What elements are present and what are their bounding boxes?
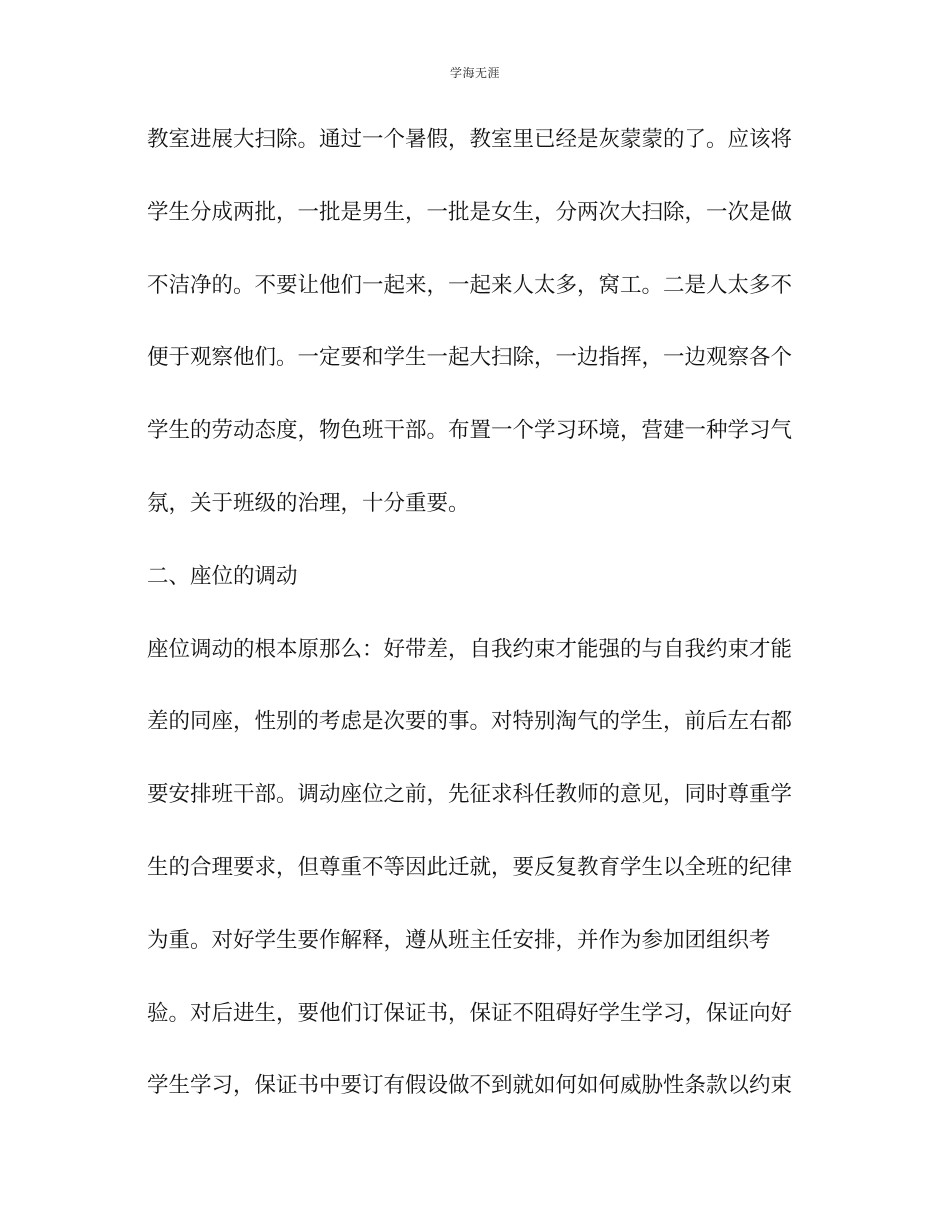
paragraph-line: 便于观察他们。一定要和学生一起大扫除，一边指挥，一边观察各个 xyxy=(147,345,793,371)
body-text xyxy=(147,120,807,1139)
paragraph-line: 生的合理要求，但尊重不等因此迁就，要反复教育学生以全班的纪律 xyxy=(147,854,793,880)
paragraph-line: 学生学习，保证书中要订有假设做不到就如何如何威胁性条款以约束 xyxy=(147,1073,793,1099)
paragraph-line: 差的同座，性别的考虑是次要的事。对特别淘气的学生，前后左右都 xyxy=(147,709,793,735)
section-heading: 二、座位的调动 xyxy=(147,563,298,589)
paragraph-line: 座位调动的根本原那么：好带差，自我约束才能强的与自我约束才能 xyxy=(147,636,793,662)
paragraph-line: 为重。对好学生要作解释，遵从班主任安排，并作为参加团组织考 xyxy=(147,927,771,953)
paragraph-line: 学生分成两批，一批是男生，一批是女生，分两次大扫除，一次是做 xyxy=(147,199,793,225)
paragraph-line: 验。对后进生，要他们订保证书，保证不阻碍好学生学习，保证向好 xyxy=(147,1000,793,1026)
paragraph-line: 要安排班干部。调动座位之前，先征求科任教师的意见，同时尊重学 xyxy=(147,782,793,808)
paragraph-line: 不洁净的。不要让他们一起来，一起来人太多，窝工。二是人太多不 xyxy=(147,272,793,298)
paragraph-line: 氛，关于班级的治理，十分重要。 xyxy=(147,490,470,516)
paragraph-line: 教室进展大扫除。通过一个暑假，教室里已经是灰蒙蒙的了。应该将 xyxy=(147,127,793,152)
paragraph-line: 学生的劳动态度，物色班干部。布置一个学习环境，营建一种学习气 xyxy=(147,418,793,444)
page-header: 学海无涯 xyxy=(449,66,500,80)
